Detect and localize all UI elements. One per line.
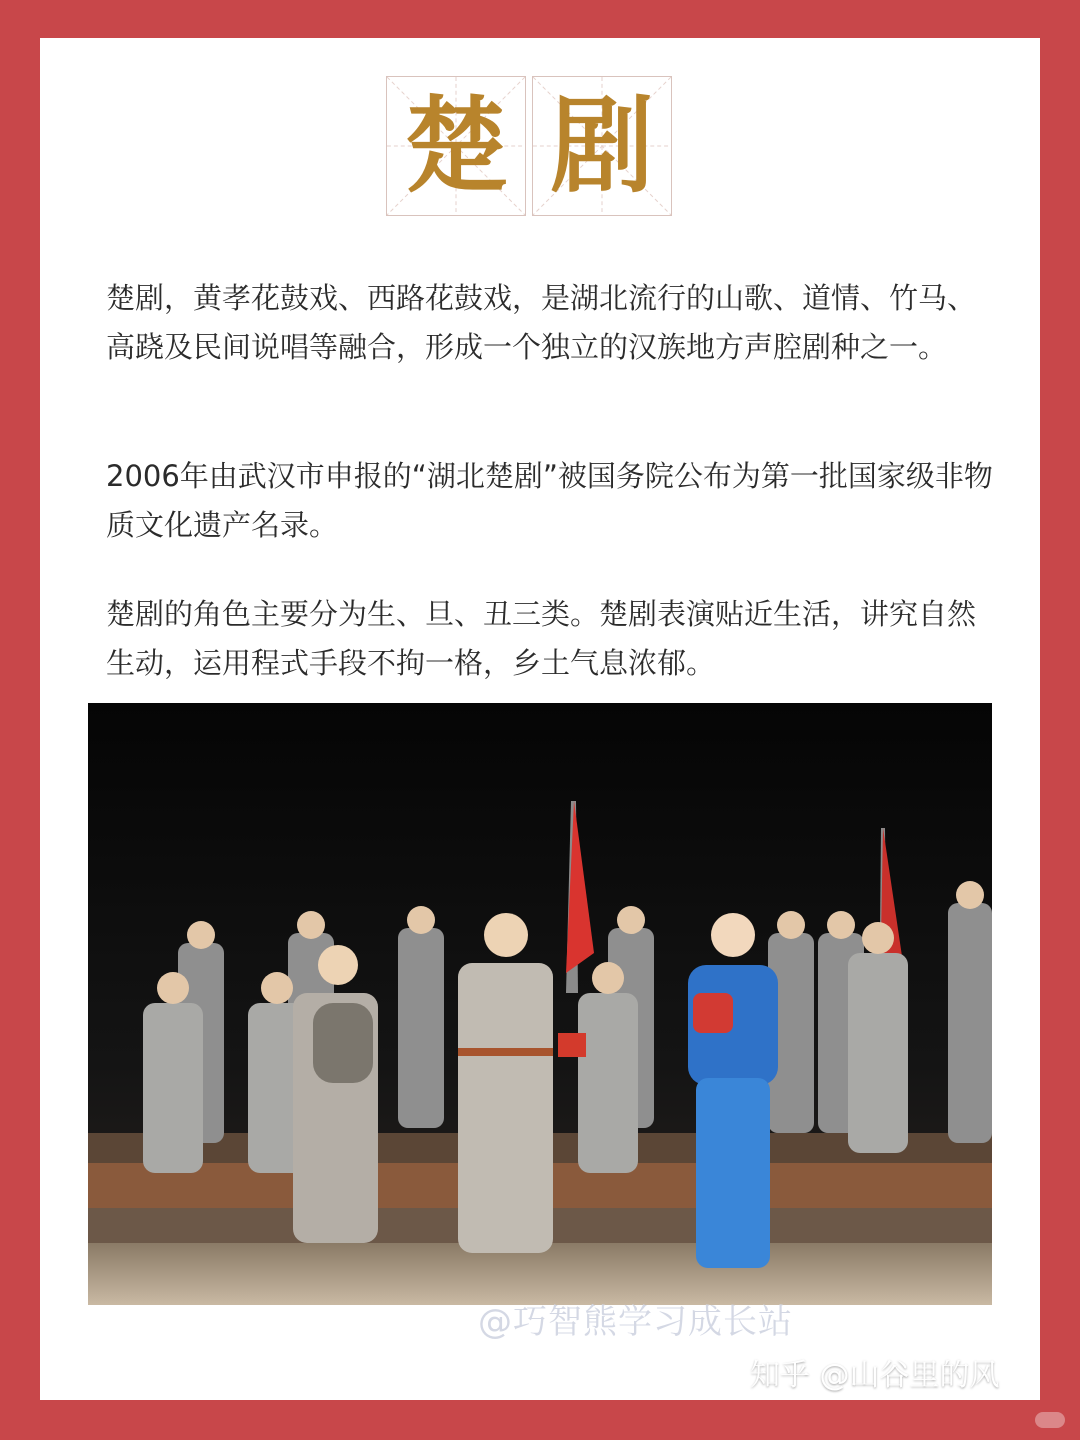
content-card xyxy=(40,38,1040,1400)
heritage-paragraph: 2006年由武汉市申报的“湖北楚剧”被国务院公布为第一批国家级非物质文化遗产名录。 xyxy=(106,459,993,542)
intro-paragraph: 楚剧，黄孝花鼓戏、西路花鼓戏，是湖北流行的山歌、道情、竹马、高跷及民间说唱等融合，形成一个独立的汉族地方声腔剧种之一。 xyxy=(106,281,977,364)
stage-performance-photo xyxy=(88,703,992,1305)
title-char-1: 楚 xyxy=(403,84,508,207)
corner-badge-icon xyxy=(1035,1412,1065,1428)
title-grid-box-1 xyxy=(386,76,526,216)
author-watermark: @巧智熊学习成长站 xyxy=(478,1302,793,1342)
zhihu-source-label: 知乎 @山谷里的风 xyxy=(750,1358,1000,1393)
roles-paragraph: 楚剧的角色主要分为生、旦、丑三类。楚剧表演贴近生活，讲究自然生动，运用程式手段不拘一格，乡土气息浓郁。 xyxy=(106,597,977,680)
title-char-2: 剧 xyxy=(549,84,654,207)
title-grid-box-2 xyxy=(532,76,672,216)
page-title xyxy=(386,76,676,218)
stage-scene-illustration xyxy=(88,703,992,1305)
